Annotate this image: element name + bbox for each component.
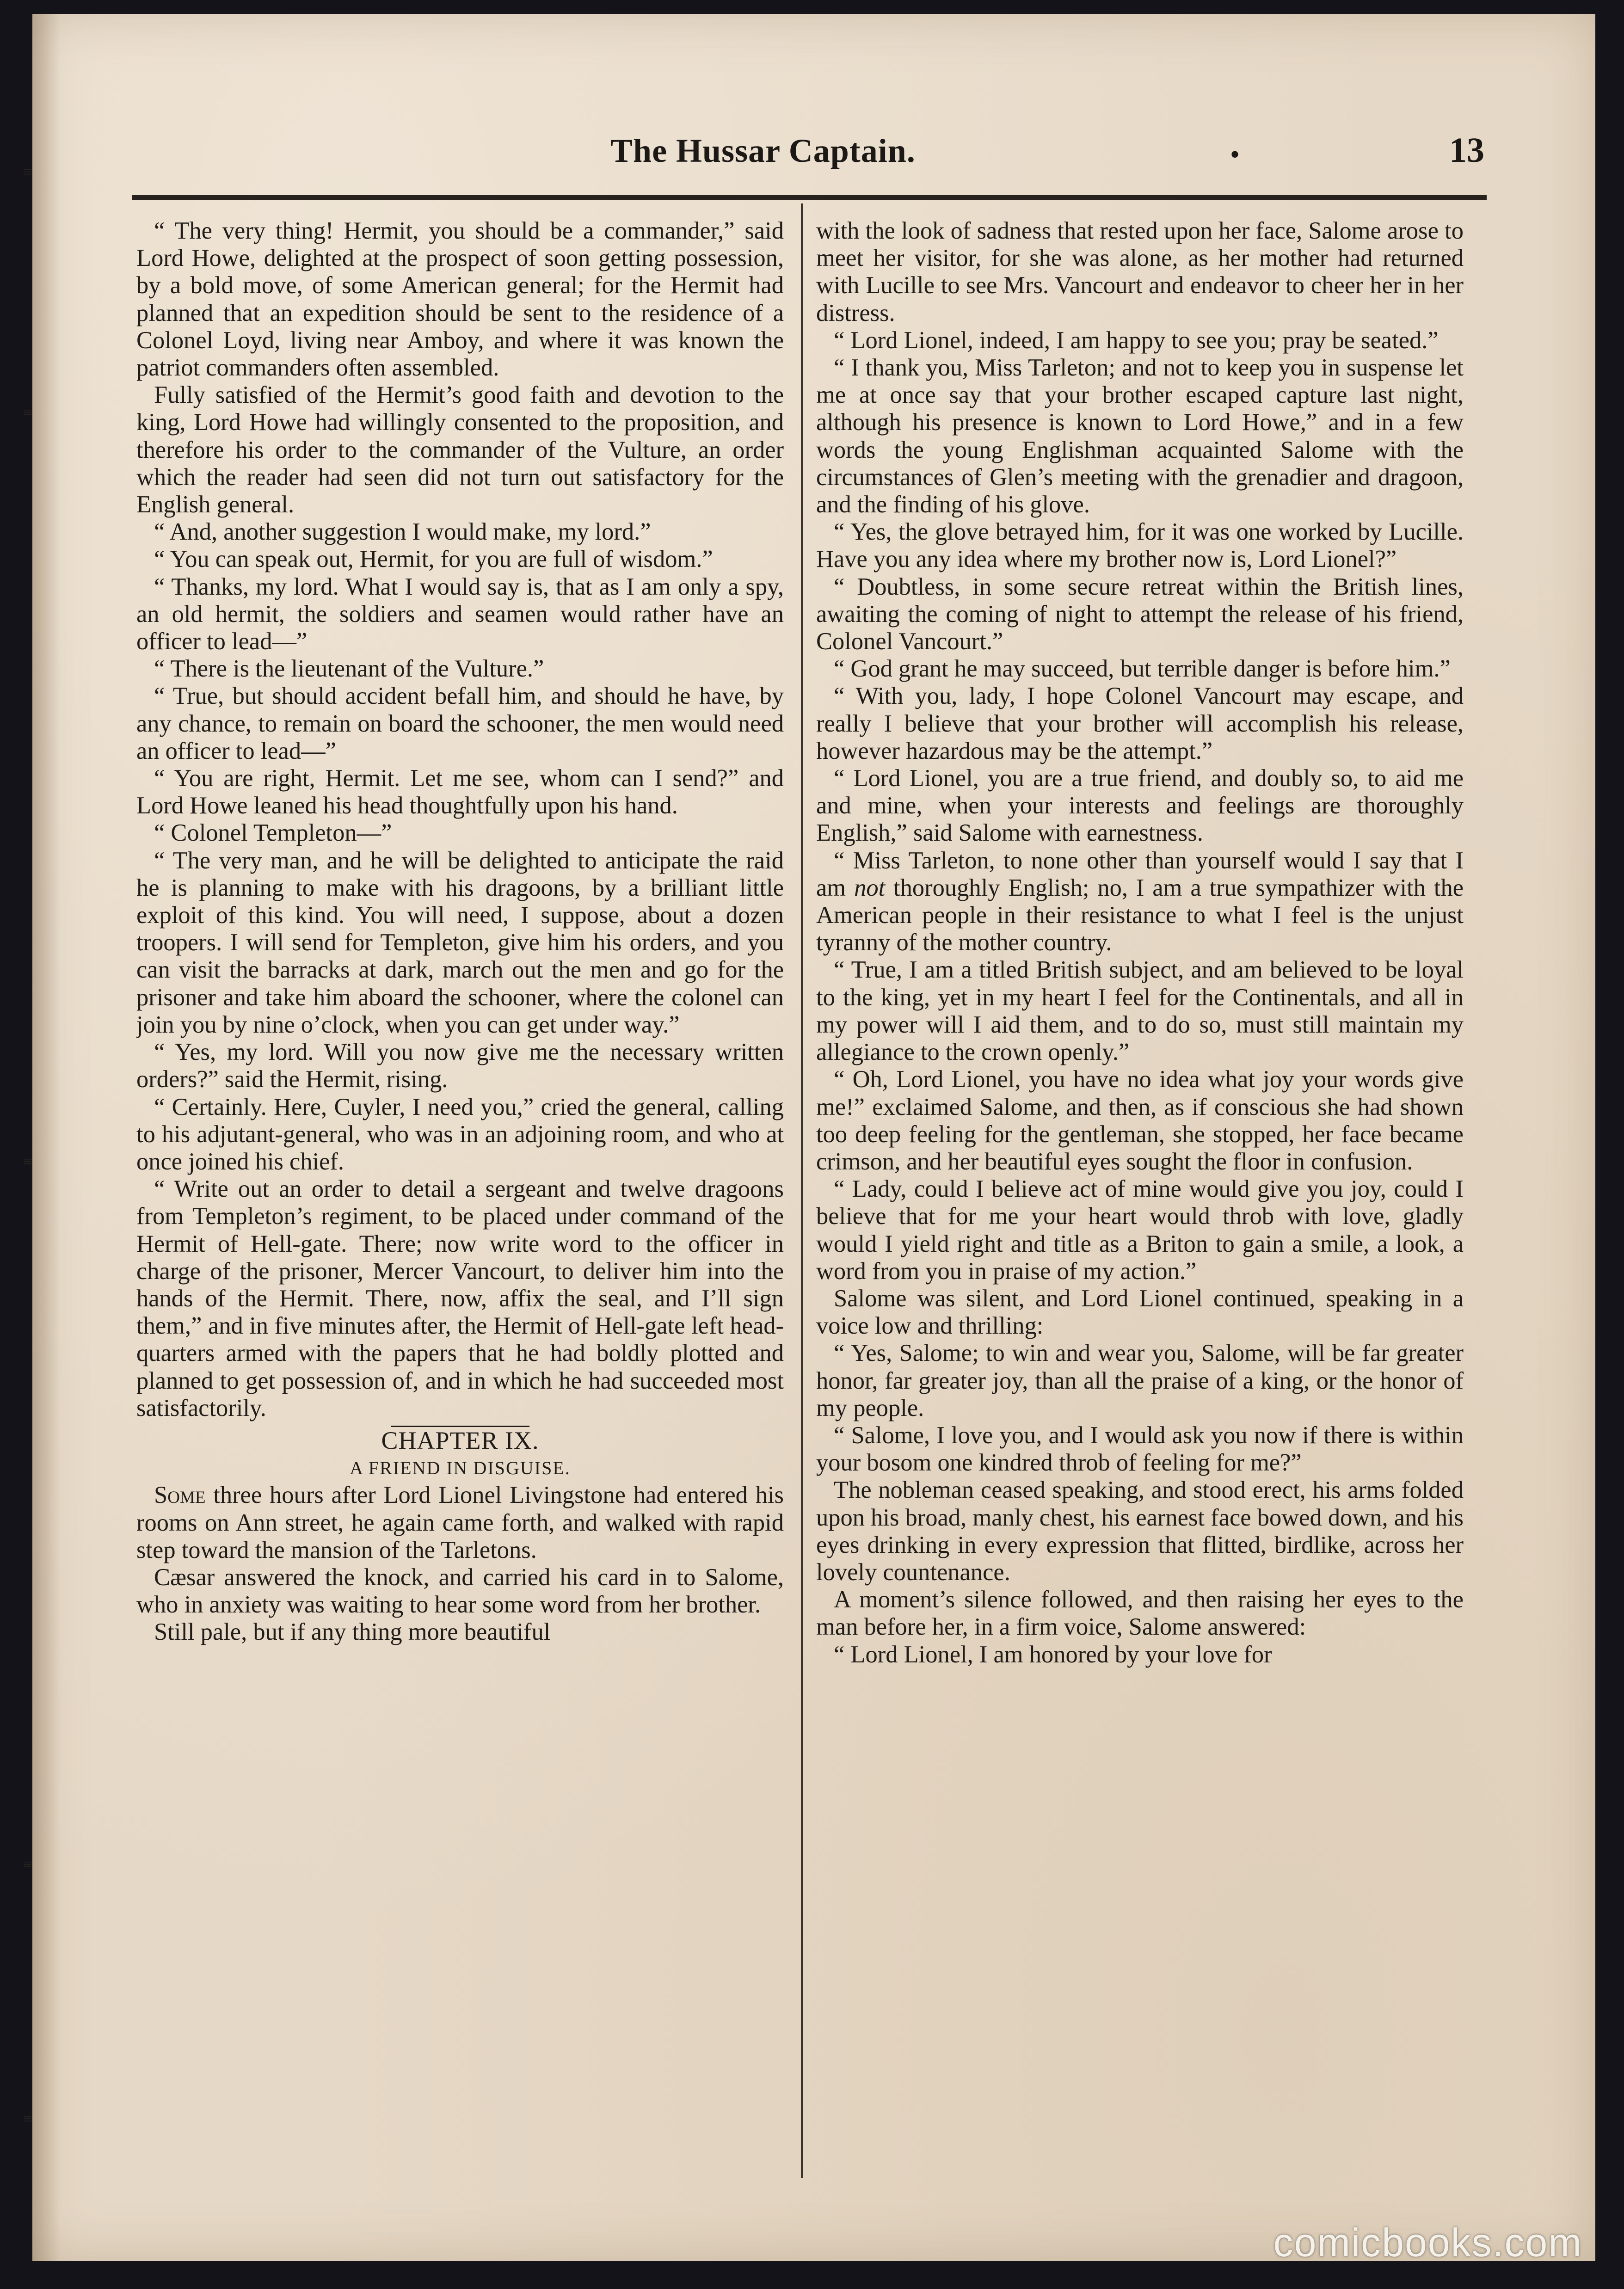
paragraph bbox=[136, 1482, 784, 1564]
paragraph: “ Lady, could I believe act of mine would give you joy, could I believe that for me your heart would throb with love, gladly would I yield right and title as a Briton to gain a smile, a look, a word from you in praise of my action.” bbox=[816, 1175, 1464, 1285]
paragraph: “ Lord Lionel, I am honored by your love for bbox=[834, 1641, 1272, 1668]
chapter-subtitle: A FRIEND IN DISGUISE. bbox=[350, 1458, 571, 1479]
paragraph: “ True, I am a titled British subject, and am believed to be loyal to the king, yet in my heart I feel for the Continentals, and all in my power will I aid them, and to do so, must still maintain my allegiance to the crown openly.” bbox=[816, 956, 1464, 1066]
paragraph: “ Yes, the glove betrayed him, for it was one worked by Lucille. Have you any idea where my brother now is, Lord Lionel?” bbox=[816, 518, 1464, 573]
paragraph: “ Lord Lionel, you are a true friend, and doubly so, to aid me and mine, when your interests and feelings are thoroughly English,” said Salome with earnestness. bbox=[816, 765, 1464, 847]
paragraph: “ There is the lieutenant of the Vulture.” bbox=[154, 655, 544, 683]
header-ornament-dot: • bbox=[1230, 139, 1240, 170]
paragraph: “ With you, lady, I hope Colonel Vancourt may escape, and really I believe that your brother will accomplish his release, however hazardous may be the attempt.” bbox=[816, 683, 1464, 764]
column-divider bbox=[801, 203, 803, 2178]
paragraph: “ True, but should accident befall him, and should he have, by any chance, to remain on board the schooner, the men would need an officer to lead—” bbox=[136, 683, 784, 764]
chapter-title: CHAPTER IX. bbox=[381, 1426, 539, 1454]
paragraph: “ Oh, Lord Lionel, you have no idea what joy your words give me!” exclaimed Salome, and then, as if conscious she had shown too deep feeling for the gentleman, she stopped, her face became crimson, and her beautiful eyes sought the floor in confusion. bbox=[816, 1066, 1464, 1175]
staple-mark: ≡ bbox=[23, 1856, 32, 1873]
paragraph: “ Doubtless, in some secure retreat within the British lines, awaiting the coming of night to attempt the release of his friend, Colonel Vancourt.” bbox=[816, 573, 1464, 655]
paragraph-text: three hours after Lord Lionel Livingstone had entered his rooms on Ann street, he again came forth, and walked with rapid step toward the mansion of the Tarletons. bbox=[136, 1482, 784, 1563]
paragraph: “ Yes, my lord. Will you now give me the necessary written orders?” said the Hermit, rising. bbox=[136, 1039, 784, 1093]
paragraph: “ You are right, Hermit. Let me see, whom can I send?” and Lord Howe leaned his head thoughtfully upon his hand. bbox=[136, 765, 784, 819]
paragraph: “ Write out an order to detail a sergeant and twelve dragoons from Templeton’s regiment, to be placed under command of the Hermit of Hell-gate. There; now write word to the officer in charge of the prisoner, Mercer Vancourt, to deliver him into the hands of the Hermit. There, now, affix the seal, and I’ll sign them,” and in five minutes after, the Hermit of Hell-gate left head-quarters armed with the papers that he had boldly plotted and planned to get possession of, and in which he had succeeded most satisfactorily. bbox=[136, 1175, 784, 1421]
paragraph: “ Colonel Templeton—” bbox=[154, 819, 392, 847]
paragraph: “ Thanks, my lord. What I would say is, that as I am only a spy, an old hermit, the soldiers and seamen would rather have an officer to lead—” bbox=[136, 573, 784, 655]
paragraph: “ Salome, I love you, and I would ask you now if there is within your bosom one kindred throb of feeling for me?” bbox=[816, 1421, 1464, 1477]
binding-edge bbox=[32, 14, 60, 2261]
page-number: 13 bbox=[1449, 131, 1484, 170]
staple-mark: ≡ bbox=[23, 404, 32, 421]
paragraph: “ I thank you, Miss Tarleton; and not to keep you in suspense let me at once say that your brother escaped capture last night, although his presence is known to Lord Howe,” and in a few words the young Englishman acquainted Salome with the circumstances of Glen’s meeting with the grenadier and dragoon, and the finding of his glove. bbox=[816, 354, 1464, 518]
paragraph: “ Yes, Salome; to win and wear you, Salome, will be far greater honor, far greater joy, than all the praise of a king, or the honor of my people. bbox=[816, 1340, 1464, 1421]
paragraph: “ God grant he may succeed, but terrible danger is before him.” bbox=[834, 655, 1451, 683]
right-column bbox=[816, 217, 1464, 2183]
chapter-lead-word: Some bbox=[154, 1482, 206, 1509]
left-column bbox=[136, 217, 784, 2183]
magazine-page bbox=[23, 14, 1595, 2261]
paragraph: Fully satisfied of the Hermit’s good faith and devotion to the king, Lord Howe had willingly consented to the proposition, and therefore his order to the commander of the Vulture, an order which the reader had seen did not turn out satisfactory for the English general. bbox=[136, 382, 784, 518]
paragraph: “ Certainly. Here, Cuyler, I need you,” cried the general, calling to his adjutant-general, who was in an adjoining room, and who at once joined his chief. bbox=[136, 1093, 784, 1175]
paragraph-text: thoroughly English; no, I am a true sympathizer with the American people in their resistance to what I feel is the unjust tyranny of the mother country. bbox=[816, 874, 1464, 956]
paragraph: “ The very man, and he will be delighted to anticipate the raid he is planning to make with his dragoons, by a brilliant little exploit of this kind. You will need, I suppose, about a dozen troopers. I will send for Templeton, give him his orders, and you can visit the barracks at dark, march out the men and go for the prisoner and take him aboard the schooner, where the colonel can join you by nine o’clock, when you can get under way.” bbox=[136, 847, 784, 1038]
staple-mark: ≡ bbox=[23, 1153, 32, 1170]
paragraph: The nobleman ceased speaking, and stood erect, his arms folded upon his broad, manly chest, his earnest face bowed down, and his eyes drinking in every expression that flitted, birdlike, across her lovely countenance. bbox=[816, 1477, 1464, 1586]
paragraph: Cæsar answered the knock, and carried his card in to Salome, who in anxiety was waiting to hear some word from her brother. bbox=[136, 1563, 784, 1618]
paragraph bbox=[816, 847, 1464, 957]
paragraph: “ You can speak out, Hermit, for you are full of wisdom.” bbox=[154, 546, 713, 573]
paragraph: A moment’s silence followed, and then raising her eyes to the man before her, in a firm voice, Salome answered: bbox=[816, 1586, 1464, 1641]
paragraph: Salome was silent, and Lord Lionel continued, speaking in a voice low and thrilling: bbox=[816, 1285, 1464, 1340]
paragraph: “ Lord Lionel, indeed, I am happy to see you; pray be seated.” bbox=[834, 326, 1439, 354]
running-title: The Hussar Captain. bbox=[610, 132, 916, 169]
staple-mark: ≡ bbox=[23, 2111, 32, 2128]
staple-mark: ≡ bbox=[23, 164, 32, 181]
source-watermark: comicbooks.com bbox=[1273, 2221, 1582, 2265]
paragraph: “ The very thing! Hermit, you should be a commander,” said Lord Howe, delighted at the prospect of soon getting possession, by a bold move, of some American general; for the Hermit had planned that an expedition should be sent to the residence of a Colonel Loyd, living near Amboy, and where it was known the patriot commanders often assembled. bbox=[136, 217, 784, 382]
paragraph-text: “ Miss Tarleton, to none other than yourself would I say that I am bbox=[816, 847, 1464, 901]
paragraph: with the look of sadness that rested upon her face, Salome arose to meet her visitor, for she was alone, as her mother had returned with Lucille to see Mrs. Vancourt and endeavor to cheer her in her distress. bbox=[816, 217, 1464, 326]
paragraph: Still pale, but if any thing more beautiful bbox=[154, 1618, 551, 1646]
header-rule bbox=[132, 195, 1487, 200]
emphasis-text: not bbox=[854, 874, 886, 901]
paragraph: “ And, another suggestion I would make, my lord.” bbox=[154, 518, 651, 546]
